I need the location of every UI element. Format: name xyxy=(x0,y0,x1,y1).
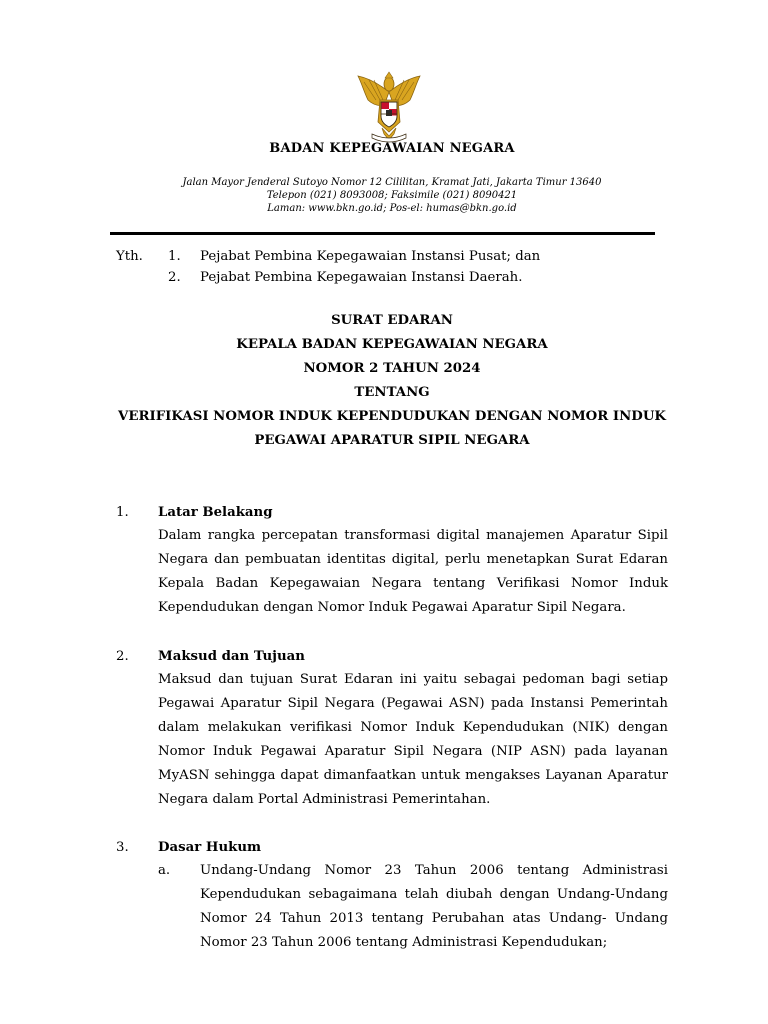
section-heading: Dasar Hukum xyxy=(158,840,262,855)
org-web: Laman: www.bkn.go.id; Pos-el: humas@bkn.go.id xyxy=(267,203,517,214)
recipient-item: Pejabat Pembina Kepegawaian Instansi Pusat; dan xyxy=(200,249,541,264)
section-paragraph: Dalam rangka percepatan transformasi digital manajemen Aparatur Sipil Negara dan pembuatan identitas digital, perlu menetapkan Surat Edaran Kepala Badan Kepegawaian Negara tentang Verifikasi Nomor Induk Kependudukan dengan Nomor Induk Pegawai Aparatur Sipil Negara. xyxy=(158,528,668,615)
title-number: NOMOR 2 TAHUN 2024 xyxy=(303,361,481,376)
section-number: 1. xyxy=(116,505,129,520)
recipient-item: Pejabat Pembina Kepegawaian Instansi Daerah. xyxy=(200,270,523,285)
org-address: Jalan Mayor Jenderal Sutoyo Nomor 12 Cililitan, Kramat Jati, Jakarta Timur 13640 xyxy=(182,177,602,188)
garuda-emblem-icon xyxy=(354,70,424,144)
org-phone: Telepon (021) 8093008; Faksimile (021) 8090421 xyxy=(266,190,518,201)
section-number: 2. xyxy=(116,649,129,664)
section-paragraph: Maksud dan tujuan Surat Edaran ini yaitu sebagai pedoman bagi setiap Pegawai Aparatur Sipil Negara (Pegawai ASN) pada Instansi Pemerintah dalam melakukan verifikasi Nomor Induk Kependudukan (NIK) dengan Nomor Induk Pegawai Aparatur Sipil Negara (NIP ASN) pada layanan MyASN sehingga dapat dimanfaatkan untuk mengakses Layanan Aparatur Negara dalam Portal Administrasi Pemerintahan. xyxy=(158,672,668,807)
title-issuer: KEPALA BADAN KEPEGAWAIAN NEGARA xyxy=(236,337,548,352)
section-heading: Maksud dan Tujuan xyxy=(158,649,305,664)
subitem-letter: a. xyxy=(158,863,171,878)
title-subject-cont: PEGAWAI APARATUR SIPIL NEGARA xyxy=(254,433,530,448)
org-name: BADAN KEPEGAWAIAN NEGARA xyxy=(269,141,515,156)
title-about: TENTANG xyxy=(354,385,430,400)
recipient-label: Yth. xyxy=(116,249,143,264)
subitem-paragraph: Undang-Undang Nomor 23 Tahun 2006 tentang Administrasi Kependudukan sebagaimana telah diubah dengan Undang-Undang Nomor 24 Tahun 2013 tentang Perubahan atas Undang- Undang Nomor 23 Tahun 2006 tentang Administrasi Kependudukan; xyxy=(200,863,668,950)
title-doc-type: SURAT EDARAN xyxy=(331,313,453,328)
title-subject: VERIFIKASI NOMOR INDUK KEPENDUDUKAN DENGAN NOMOR INDUK xyxy=(118,409,666,424)
section-heading: Latar Belakang xyxy=(158,505,273,520)
letterhead-divider xyxy=(110,232,655,235)
recipient-number: 1. xyxy=(168,249,181,264)
section-number: 3. xyxy=(116,840,129,855)
recipient-number: 2. xyxy=(168,270,181,285)
